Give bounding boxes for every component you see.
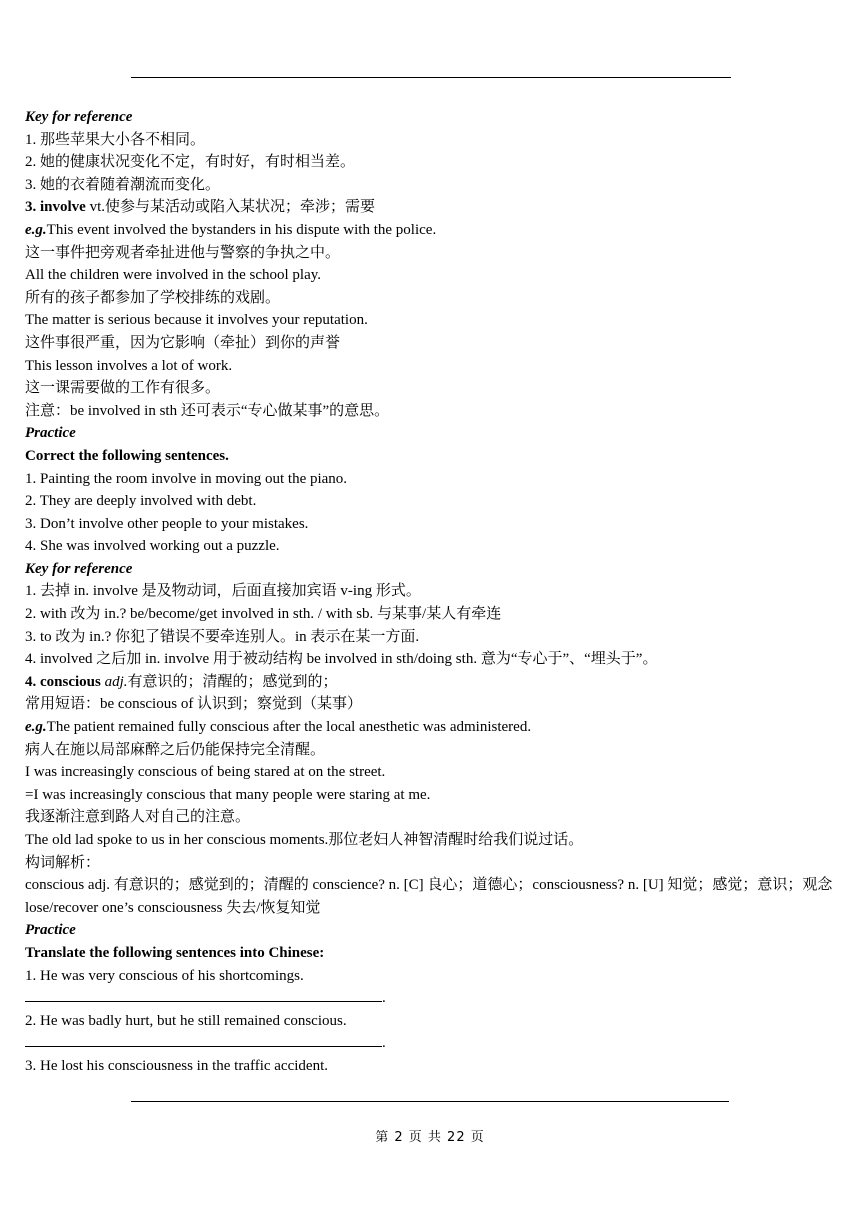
text-line: 我逐渐注意到路人对自己的注意。: [25, 809, 251, 826]
exercise-item: 2. He was badly hurt, but he still remained conscious.: [25, 1012, 347, 1029]
text-line: 构词解析：: [25, 854, 101, 871]
example-text: The patient remained fully conscious after the local anesthetic was administered.: [46, 719, 532, 736]
exercise-item: 3. Don’t involve other people to your mistakes.: [25, 515, 309, 532]
footer-rule: [131, 1101, 729, 1102]
text-line: 这件事很严重，因为它影响（牵扯）到你的声誉: [25, 334, 341, 351]
text-line: I was increasingly conscious of being stared at on the street.: [25, 764, 386, 781]
header-rule: [131, 77, 731, 78]
vocab-pos: adj.: [100, 673, 128, 690]
eg-label: e.g.: [25, 719, 47, 736]
vocab-word: 3. involve: [25, 199, 86, 216]
practice-heading: Practice: [25, 425, 76, 442]
text-line: This lesson involves a lot of work.: [25, 357, 233, 374]
answer-blank-line: [25, 1032, 837, 1055]
answer-blank-line: [25, 987, 837, 1010]
note-line: 注意：be involved in sth 还可表示“专心做某事”的意思。: [25, 402, 390, 419]
instruction-heading: Translate the following sentences into Chinese:: [25, 944, 325, 961]
key-heading: Key for reference: [25, 560, 133, 577]
instruction-heading: Correct the following sentences.: [25, 447, 229, 464]
text-line: 这一事件把旁观者牵扯进他与警察的争执之中。: [25, 244, 341, 261]
exercise-item: 2. They are deeply involved with debt.: [25, 493, 257, 510]
page-number: 第 2 页 共 22 页: [375, 1130, 485, 1145]
text-line: 所有的孩子都参加了学校排练的戏剧。: [25, 289, 281, 306]
text-line: 病人在施以局部麻醉之后仍能保持完全清醒。: [25, 741, 326, 758]
period: .: [382, 1035, 386, 1052]
text-line: 3. 她的衣着随着潮流而变化。: [25, 176, 221, 193]
exercise-item: 3. He lost his consciousness in the traffic accident.: [25, 1057, 328, 1074]
vocab-definition: 有意识的；清醒的；感觉到的；: [127, 673, 338, 690]
key-heading: Key for reference: [25, 109, 133, 125]
exercise-item: 1. He was very conscious of his shortcomings.: [25, 967, 304, 984]
answer-item: 3. to 改为 in.? 你犯了错误不要牵连别人。in 表示在某一方面.: [25, 628, 420, 645]
eg-label: e.g.: [25, 221, 47, 238]
text-line: The matter is serious because it involves your reputation.: [25, 312, 368, 329]
word-analysis-paragraph: conscious adj. 有意识的；感觉到的；清醒的 conscience? n. [C] 良心；道德心；consciousness? n. [U] 知觉；感觉；意识；观念 lose/recover one’s consciousness 失去/恢复知觉: [25, 877, 833, 916]
vocab-entry-conscious: [25, 671, 837, 694]
text-line: All the children were involved in the school play.: [25, 267, 322, 284]
example-line: [25, 219, 837, 242]
phrase-line: 常用短语：be conscious of 认识到；察觉到（某事）: [25, 696, 363, 713]
answer-item: 4. involved 之后加 in. involve 用于被动结构 be involved in sth/doing sth. 意为“专心于”、“埋头于”。: [25, 651, 658, 668]
example-text: This event involved the bystanders in his dispute with the police.: [46, 221, 437, 238]
period: .: [382, 990, 386, 1007]
text-line: 2. 她的健康状况变化不定，有时好，有时相当差。: [25, 154, 356, 171]
vocab-definition: vt.使参与某活动或陷入某状况；牵涉；需要: [85, 199, 376, 216]
vocab-word: 4. conscious: [25, 673, 101, 690]
text-line: =I was increasingly conscious that many people were staring at me.: [25, 786, 431, 803]
text-line: The old lad spoke to us in her conscious moments.那位老妇人神智清醒时给我们说过话。: [25, 832, 584, 848]
exercise-item: 1. Painting the room involve in moving out the piano.: [25, 470, 348, 487]
answer-item: 2. with 改为 in.? be/become/get involved in sth. / with sb. 与某事/某人有牵连: [25, 606, 502, 623]
vocab-entry-involve: [25, 196, 837, 219]
answer-item: 1. 去掉 in. involve 是及物动词，后面直接加宾语 v-ing 形式。: [25, 583, 421, 600]
answer-blank[interactable]: [25, 1034, 382, 1047]
exercise-item: 4. She was involved working out a puzzle.: [25, 538, 280, 555]
practice-heading: Practice: [25, 922, 76, 939]
text-line: 这一课需要做的工作有很多。: [25, 380, 221, 397]
example-line: [25, 716, 837, 739]
answer-blank[interactable]: [25, 989, 382, 1002]
text-line: 1. 那些苹果大小各不相同。: [25, 131, 206, 148]
document-body: [25, 106, 837, 1078]
